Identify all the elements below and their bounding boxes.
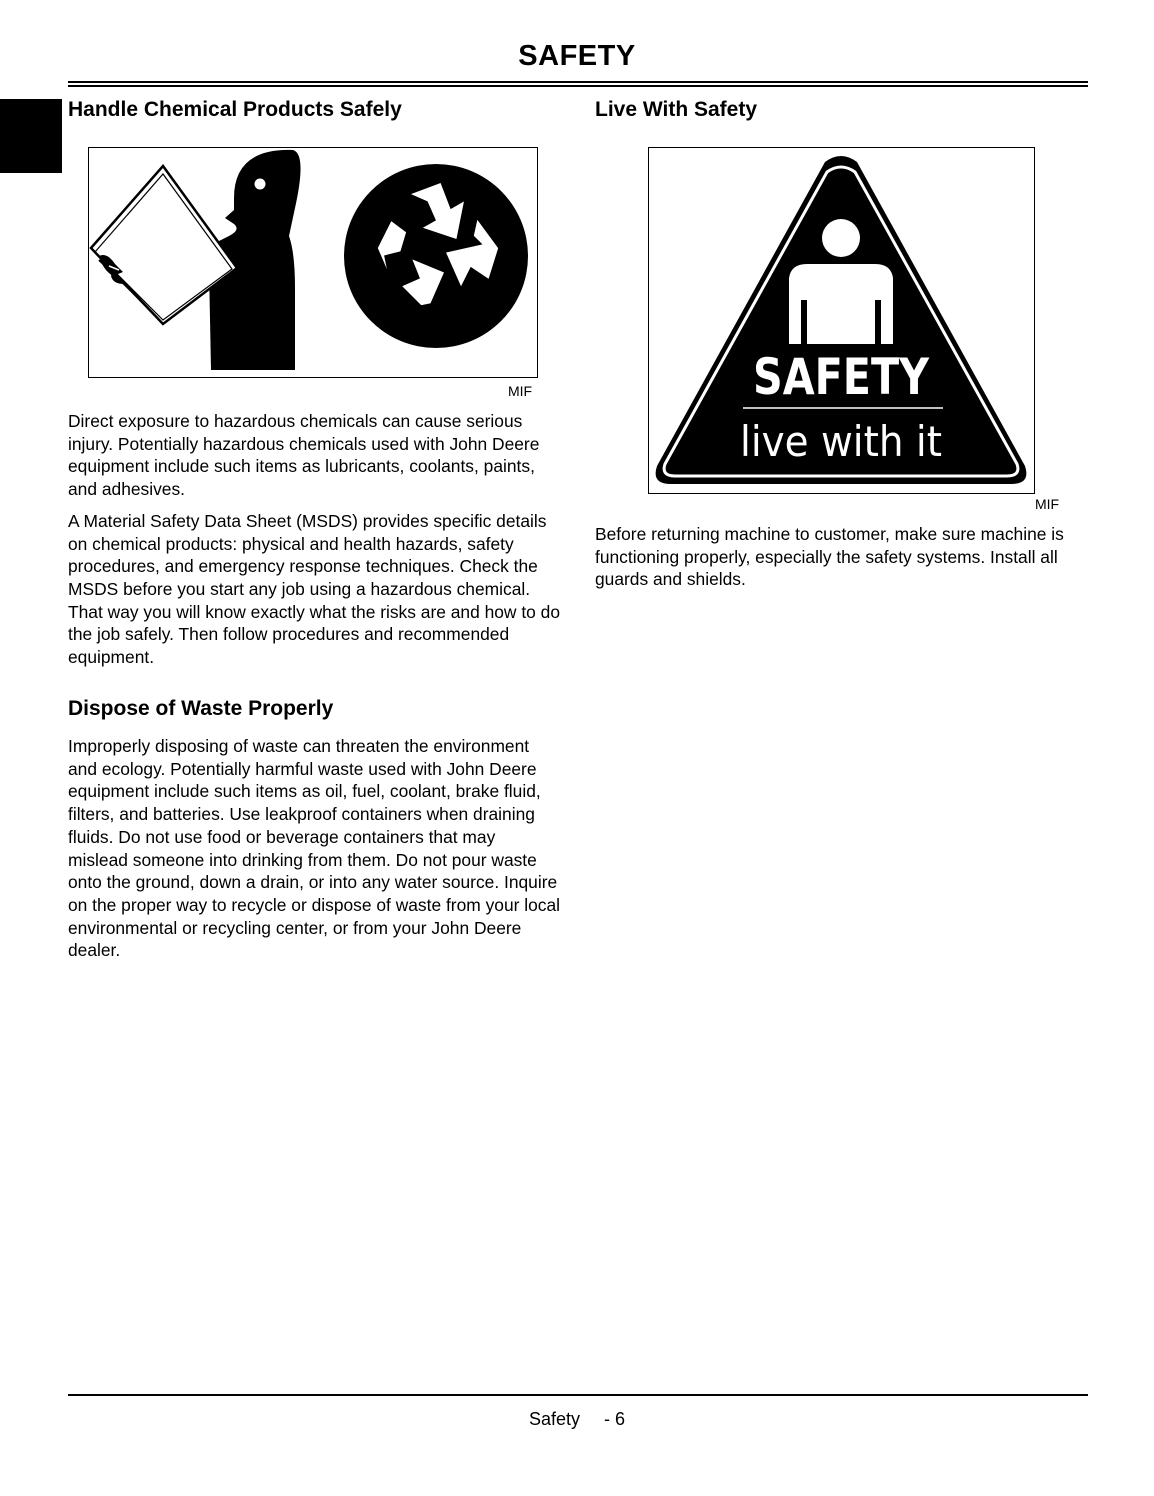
footer-rule [68, 1394, 1088, 1396]
safety-triangle-icon [649, 148, 1034, 493]
right-column [595, 96, 1089, 590]
figure-label: MIF [1035, 496, 1060, 512]
section-thumb-tab [0, 99, 62, 173]
section-heading-live-safety: Live With Safety [595, 98, 758, 121]
header-rule [68, 81, 1088, 83]
paragraph: Direct exposure to hazardous chemicals can cause serious injury. Potentially hazardous chemicals used with John Deere equipment include such items as lubricants, coolants, paints, and adhesives. [68, 411, 540, 500]
chemicals-body [68, 410, 560, 669]
page-number: - 6 [604, 1409, 626, 1429]
sign-text-safety: SAFETY [753, 348, 930, 406]
paragraph: Before returning machine to customer, make sure machine is functioning properly, especially the safety systems. Install all guards and shields. [595, 524, 1064, 590]
section-heading-waste: Dispose of Waste Properly [68, 697, 334, 720]
live-with-safety-figure [648, 147, 1035, 494]
chemical-safety-figure [88, 147, 538, 378]
header-rule [68, 85, 1088, 87]
paragraph: A Material Safety Data Sheet (MSDS) provides specific details on chemical products: physical and health hazards, safety procedures, and emergency response techniques. Check the MSDS before you start any job using a hazardous chemical. That way you will know exactly what the risks are and how to do the job safely. Then follow procedures and recommended equipment. [68, 510, 560, 668]
paragraph: Improperly disposing of waste can threaten the environment and ecology. Potentially harmful waste used with John Deere equipment include such items as oil, fuel, coolant, brake fluid, filters, and batteries. Use leakproof containers when draining fluids. Do not use food or beverage containers that may mislead someone into drinking from them. Do not pour waste onto the ground, down a drain, or into any water source. Inquire on the proper way to recycle or dispose of waste from your local environmental or recycling center, or from your John Deere dealer. [68, 736, 560, 961]
figure-label: MIF [508, 383, 533, 399]
left-column [68, 96, 560, 961]
live-safety-body [595, 523, 1089, 591]
page-footer [0, 1409, 1154, 1430]
waste-section [68, 695, 560, 962]
section-heading-chemicals: Handle Chemical Products Safely [68, 98, 402, 121]
page-title: SAFETY [518, 40, 636, 72]
reading-person-recycle-icon [89, 148, 537, 377]
sign-text-live-with-it: live with it [740, 417, 942, 466]
footer-section: Safety [528, 1409, 580, 1429]
